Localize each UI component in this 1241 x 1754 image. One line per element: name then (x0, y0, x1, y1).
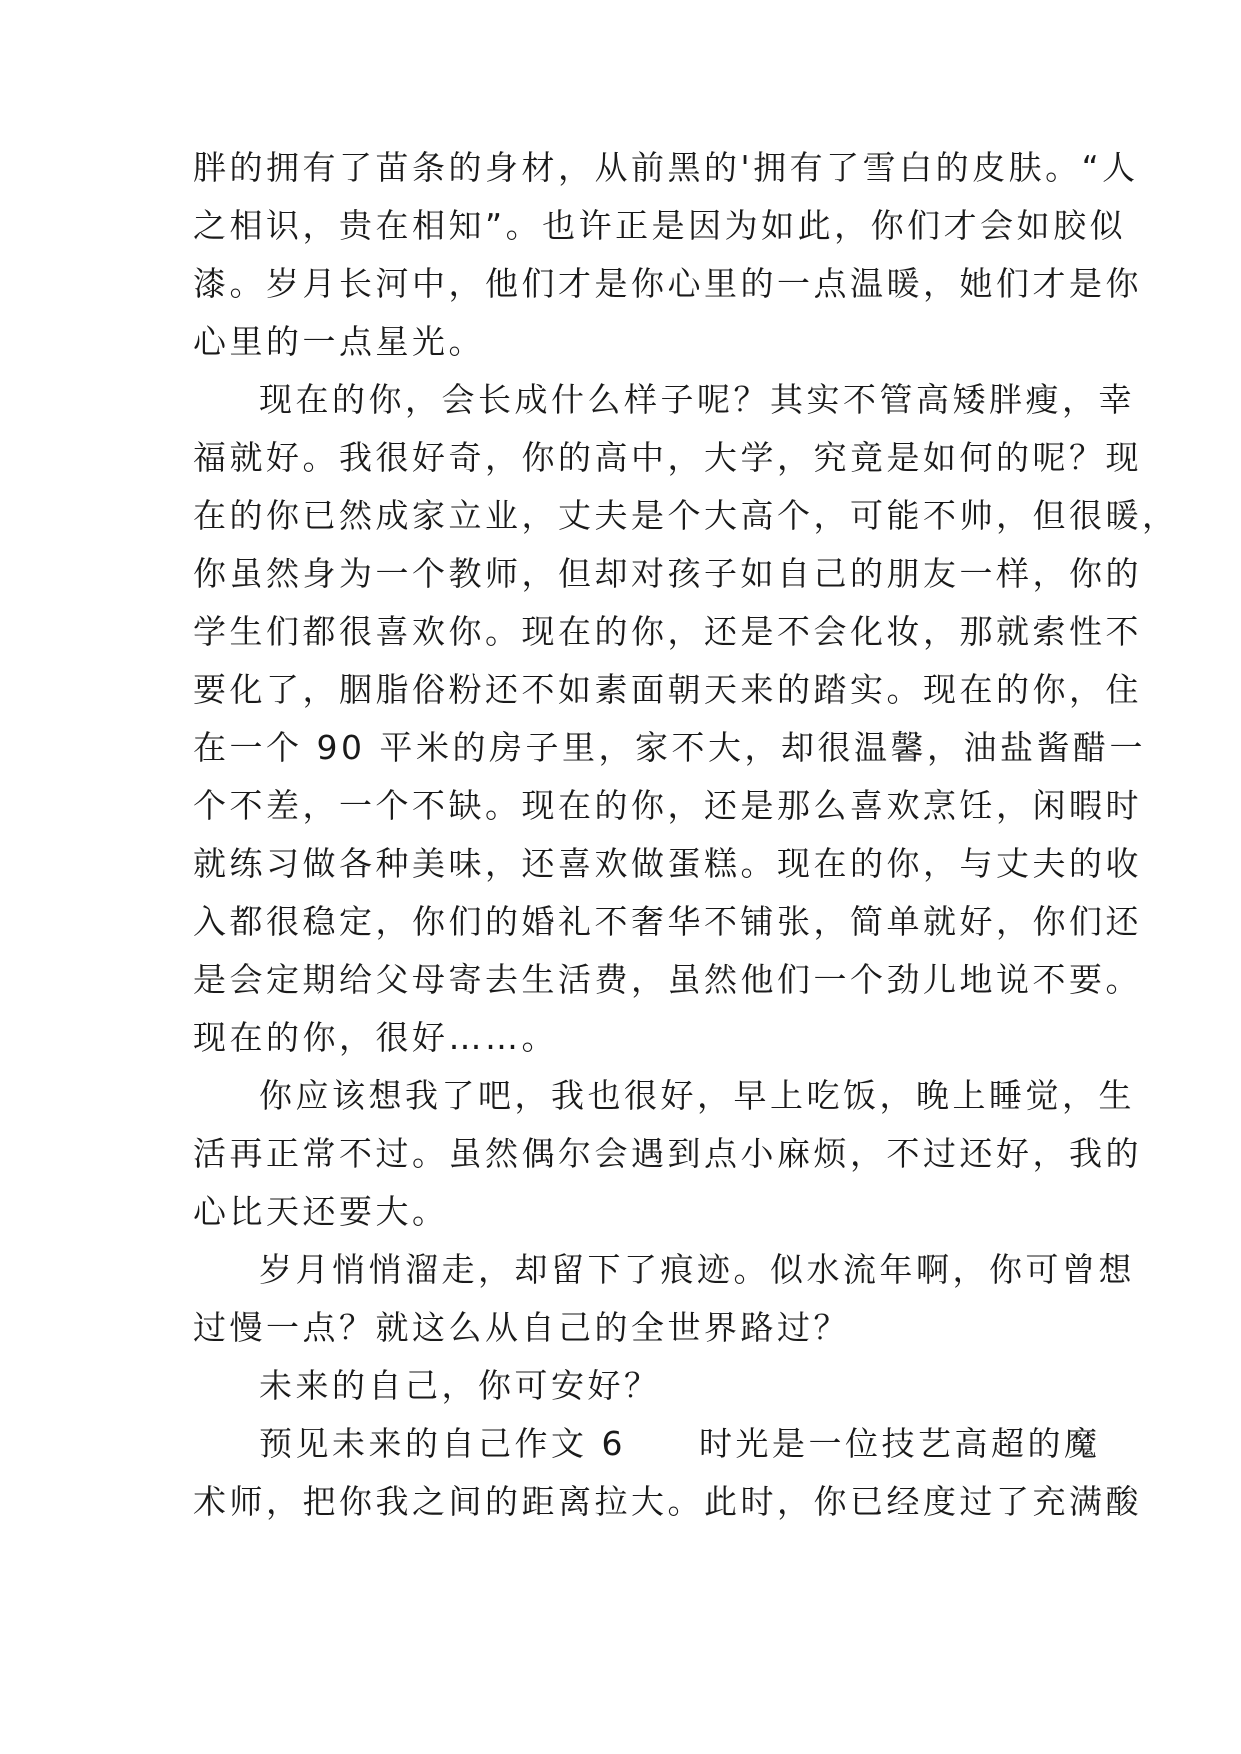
text-line: 过慢一点？就这么从自己的全世界路过？ (193, 1308, 850, 1347)
text-line: 福就好。我很好奇，你的高中，大学，究竟是如何的呢？现 (193, 438, 1142, 477)
text-line: 个不差，一个不缺。现在的你，还是那么喜欢烹饪，闲暇时 (193, 786, 1142, 825)
text-line: 在的你已然成家立业，丈夫是个大高个，可能不帅，但很暖， (193, 496, 1179, 535)
text-line: 现在的你，很好……。 (193, 1018, 558, 1057)
paragraph-first-line: 你应该想我了吧，我也很好，早上吃饭，晚上睡觉，生 (259, 1076, 1135, 1115)
text-line: 学生们都很喜欢你。现在的你，还是不会化妆，那就索性不 (193, 612, 1142, 651)
text-line: 心里的一点星光。 (193, 322, 485, 361)
paragraph-first-line: 现在的你，会长成什么样子呢？其实不管高矮胖瘦，幸 (259, 380, 1135, 419)
text-line: 漆。岁月长河中，他们才是你心里的一点温暖，她们才是你 (193, 264, 1142, 303)
text-line: 胖的拥有了苗条的身材，从前黑的'拥有了雪白的皮肤。“人 (193, 148, 1139, 187)
text-line: 就练习做各种美味，还喜欢做蛋糕。现在的你，与丈夫的收 (193, 844, 1142, 883)
paragraph-first-line: 预见未来的自己作文 6 时光是一位技艺高超的魔 (259, 1424, 1101, 1463)
text-line: 你虽然身为一个教师，但却对孩子如自己的朋友一样，你的 (193, 554, 1142, 593)
text-line: 术师，把你我之间的距离拉大。此时，你已经度过了充满酸 (193, 1482, 1142, 1521)
text-line: 在一个 90 平米的房子里，家不大，却很温馨，油盐酱醋一 (193, 728, 1146, 767)
paragraph-first-line: 岁月悄悄溜走，却留下了痕迹。似水流年啊，你可曾想 (259, 1250, 1135, 1289)
text-line: 活再正常不过。虽然偶尔会遇到点小麻烦，不过还好，我的 (193, 1134, 1142, 1173)
paragraph-first-line: 未来的自己，你可安好？ (259, 1366, 661, 1405)
text-line: 要化了，胭脂俗粉还不如素面朝天来的踏实。现在的你，住 (193, 670, 1142, 709)
text-line: 心比天还要大。 (193, 1192, 449, 1231)
text-line: 是会定期给父母寄去生活费，虽然他们一个劲儿地说不要。 (193, 960, 1142, 999)
text-line: 之相识，贵在相知”。也许正是因为如此，你们才会如胶似 (193, 206, 1127, 245)
text-line: 入都很稳定，你们的婚礼不奢华不铺张，简单就好，你们还 (193, 902, 1142, 941)
